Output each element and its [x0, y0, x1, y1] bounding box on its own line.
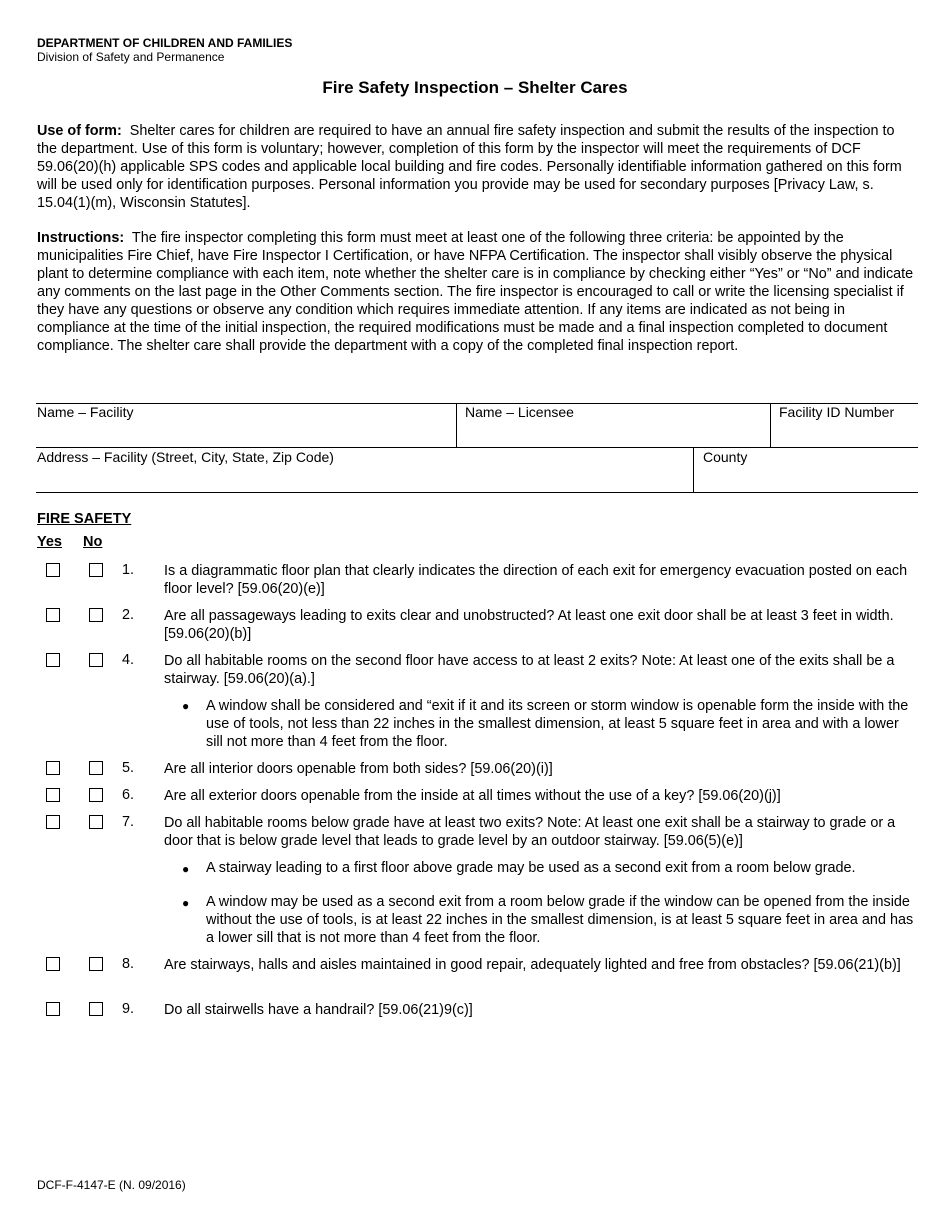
field-divider — [36, 447, 918, 448]
yes-column-header: Yes — [37, 534, 62, 550]
use-of-form-text: Shelter cares for children are required to have an annual fire safety inspection and submit the results of the inspection to the department. Use of this form is voluntary; however, completion of this form by the inspector will meet the requirements of DCF 59.06(20)(h) applicable SPS codes and applicable local building and fire codes. Personally identifiable information gathered on this form will be used only for identification purposes. Personal information you provide may be used for secondary purposes [Privacy Law, s. 15.04(1)(m), Wisconsin Statutes]. — [37, 123, 902, 211]
item-number: 9. — [122, 1001, 135, 1017]
item-9-yes-checkbox[interactable] — [46, 1002, 60, 1016]
item-6-yes-checkbox[interactable] — [46, 788, 60, 802]
use-of-form-label: Use of form: — [37, 123, 122, 139]
section-title: FIRE SAFETY — [37, 511, 132, 527]
item-question: Are all passageways leading to exits clear and unobstructed? At least one exit door shall be at least 3 feet in width. [59.06(20)(b)] — [164, 608, 894, 642]
item-question: Are all interior doors openable from both sides? [59.06(20)(i)] — [164, 761, 553, 777]
item-number: 2. — [122, 607, 135, 623]
field-divider — [693, 447, 694, 492]
item-note: A window may be used as a second exit from a room below grade if the window can be opened from the inside without the use of tools, is at least 22 inches in the smallest dimension, is at least 5 square feet in area and has a lower sill that is not more than 4 feet from the floor. — [206, 894, 914, 946]
item-number: 1. — [122, 562, 135, 578]
item-5-yes-checkbox[interactable] — [46, 761, 60, 775]
item-question: Are stairways, halls and aisles maintained in good repair, adequately lighted and free from obstacles? [59.06(21)(b)] — [164, 957, 901, 973]
item-4-yes-checkbox[interactable] — [46, 653, 60, 667]
use-of-form-paragraph — [37, 122, 917, 212]
item-number: 8. — [122, 956, 135, 972]
item-8-yes-checkbox[interactable] — [46, 957, 60, 971]
item-question: Is a diagrammatic floor plan that clearly indicates the direction of each exit for emergency evacuation posted on each floor level? [59.06(20)(e)] — [164, 563, 908, 597]
item-1-no-checkbox[interactable] — [89, 563, 103, 577]
item-4-no-checkbox[interactable] — [89, 653, 103, 667]
item-5-no-checkbox[interactable] — [89, 761, 103, 775]
field-divider — [36, 492, 918, 493]
item-1-yes-checkbox[interactable] — [46, 563, 60, 577]
item-note: A stairway leading to a first floor above grade may be used as a second exit from a room below grade. — [206, 860, 856, 876]
form-title: Fire Safety Inspection – Shelter Cares — [322, 78, 628, 97]
item-2-no-checkbox[interactable] — [89, 608, 103, 622]
item-number: 7. — [122, 814, 135, 830]
field-divider — [456, 403, 457, 447]
item-number: 4. — [122, 652, 135, 668]
form-number: DCF-F-4147-E (N. 09/2016) — [37, 1178, 186, 1192]
department-name: DEPARTMENT OF CHILDREN AND FAMILIES — [37, 36, 293, 50]
item-number: 5. — [122, 760, 135, 776]
item-7-yes-checkbox[interactable] — [46, 815, 60, 829]
no-column-header: No — [83, 534, 103, 550]
division-name: Division of Safety and Permanence — [37, 50, 225, 64]
bullet-icon: ● — [182, 862, 190, 876]
item-note: A window shall be considered and “exit if it and its screen or storm window is openable form the inside with the use of tools, not less than 22 inches in the smallest dimension, at least 5 square feet in area and with a lower sill not more than 4 feet from the floor. — [206, 698, 909, 750]
instructions-text: The fire inspector completing this form must meet at least one of the following three criteria: be appointed by the municipalities Fire Chief, have Fire Inspector I Certification, or have NFPA Certification. The inspector shall visibly observe the physical plant to determine compliance with each item, note whether the shelter care is in compliance by checking either “Yes” or “No” and indicate any comments on the last page in the Other Comments section. The fire inspector is encouraged to call or write the licensing specialist if they have any questions or observe any condition which requires immediate attention. If any items are indicated as not being in compliance at the time of the initial inspection, the required modifications must be made and a final inspection completed to document compliance. The shelter care shall provide the department with a copy of the completed final inspection report. — [37, 230, 914, 354]
bullet-icon: ● — [182, 896, 190, 910]
item-8-no-checkbox[interactable] — [89, 957, 103, 971]
instructions-paragraph — [37, 229, 917, 355]
licensee-name-field[interactable]: Name – Licensee — [465, 404, 574, 420]
facility-id-field[interactable]: Facility ID Number — [779, 404, 895, 420]
item-number: 6. — [122, 787, 135, 803]
item-2-yes-checkbox[interactable] — [46, 608, 60, 622]
county-field[interactable]: County — [703, 449, 748, 465]
bullet-icon: ● — [182, 699, 190, 713]
item-question: Do all habitable rooms below grade have at least two exits? Note: At least one exit shall be a stairway to grade or a door that is below grade level that leads to grade level by an outdoor stairway. [59.06(5)(e)] — [164, 815, 896, 849]
item-question: Do all habitable rooms on the second floor have access to at least 2 exits? Note: At least one of the exits shall be a stairway. [59.06(20)(a).] — [164, 653, 895, 687]
facility-name-field[interactable]: Name – Facility — [37, 404, 134, 420]
field-divider — [770, 403, 771, 447]
item-question: Are all exterior doors openable from the inside at all times without the use of a key? [59.06(20)(j)] — [164, 788, 781, 804]
item-9-no-checkbox[interactable] — [89, 1002, 103, 1016]
item-question: Do all stairwells have a handrail? [59.06(21)9(c)] — [164, 1002, 473, 1018]
item-6-no-checkbox[interactable] — [89, 788, 103, 802]
facility-address-field[interactable]: Address – Facility (Street, City, State, Zip Code) — [37, 449, 334, 465]
item-7-no-checkbox[interactable] — [89, 815, 103, 829]
instructions-label: Instructions: — [37, 230, 125, 246]
